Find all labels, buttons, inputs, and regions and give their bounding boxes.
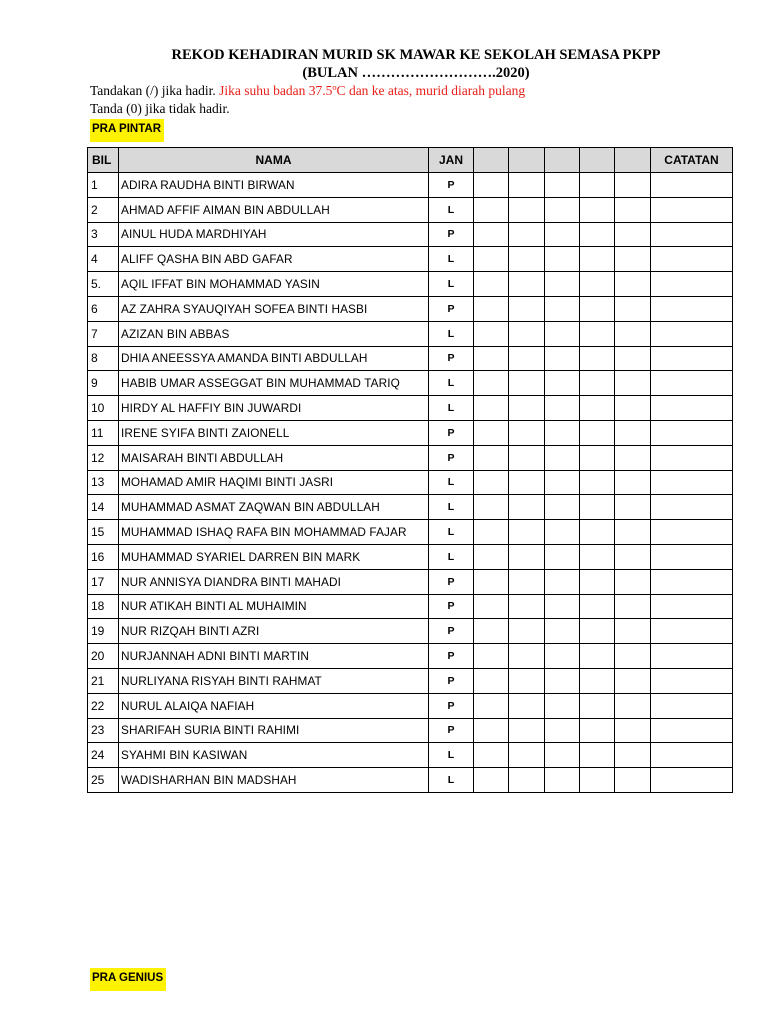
class-label-pra-genius: PRA GENIUS: [90, 968, 166, 991]
cell-catatan: [651, 470, 733, 495]
header-blank: [474, 148, 509, 173]
cell-blank: [615, 445, 651, 470]
cell-jan: P: [429, 569, 474, 594]
cell-blank: [509, 247, 545, 272]
header-catatan: CATATAN: [651, 148, 733, 173]
cell-blank: [580, 222, 615, 247]
cell-catatan: [651, 594, 733, 619]
cell-blank: [580, 470, 615, 495]
cell-blank: [580, 693, 615, 718]
cell-blank: [509, 173, 545, 198]
table-row: [88, 197, 733, 222]
cell-jan: L: [429, 321, 474, 346]
cell-blank: [545, 222, 580, 247]
table-row: [88, 495, 733, 520]
cell-bil: 2: [88, 197, 119, 222]
cell-bil: 13: [88, 470, 119, 495]
cell-nama: AZ ZAHRA SYAUQIYAH SOFEA BINTI HASBI: [119, 296, 429, 321]
cell-blank: [509, 619, 545, 644]
cell-catatan: [651, 247, 733, 272]
table-row: [88, 569, 733, 594]
cell-blank: [474, 668, 509, 693]
cell-blank: [580, 321, 615, 346]
cell-blank: [509, 296, 545, 321]
table-row: [88, 619, 733, 644]
cell-blank: [474, 247, 509, 272]
cell-blank: [615, 173, 651, 198]
cell-blank: [474, 718, 509, 743]
cell-blank: [615, 619, 651, 644]
cell-jan: P: [429, 222, 474, 247]
cell-blank: [545, 594, 580, 619]
cell-jan: P: [429, 693, 474, 718]
cell-blank: [545, 470, 580, 495]
table-row: [88, 396, 733, 421]
cell-blank: [474, 445, 509, 470]
cell-blank: [474, 396, 509, 421]
cell-catatan: [651, 371, 733, 396]
cell-jan: L: [429, 197, 474, 222]
cell-bil: 17: [88, 569, 119, 594]
cell-bil: 11: [88, 420, 119, 445]
document-title: REKOD KEHADIRAN MURID SK MAWAR KE SEKOLAH SEMASA PKPP: [171, 47, 661, 63]
cell-blank: [474, 420, 509, 445]
cell-blank: [580, 544, 615, 569]
table-row: [88, 296, 733, 321]
cell-bil: 16: [88, 544, 119, 569]
cell-blank: [474, 693, 509, 718]
table-header-row: [88, 148, 733, 173]
cell-blank: [474, 346, 509, 371]
cell-blank: [545, 569, 580, 594]
cell-jan: P: [429, 445, 474, 470]
cell-blank: [615, 495, 651, 520]
cell-bil: 19: [88, 619, 119, 644]
cell-blank: [545, 371, 580, 396]
cell-nama: IRENE SYIFA BINTI ZAIONELL: [119, 420, 429, 445]
cell-blank: [509, 272, 545, 297]
cell-jan: L: [429, 743, 474, 768]
cell-catatan: [651, 197, 733, 222]
cell-catatan: [651, 520, 733, 545]
cell-blank: [580, 569, 615, 594]
cell-blank: [615, 520, 651, 545]
cell-blank: [474, 544, 509, 569]
table-row: [88, 272, 733, 297]
cell-jan: P: [429, 644, 474, 669]
cell-blank: [580, 396, 615, 421]
cell-nama: MAISARAH BINTI ABDULLAH: [119, 445, 429, 470]
table-row: [88, 346, 733, 371]
cell-blank: [545, 396, 580, 421]
cell-nama: AZIZAN BIN ABBAS: [119, 321, 429, 346]
cell-nama: MUHAMMAD ISHAQ RAFA BIN MOHAMMAD FAJAR: [119, 520, 429, 545]
cell-blank: [545, 693, 580, 718]
cell-nama: MUHAMMAD ASMAT ZAQWAN BIN ABDULLAH: [119, 495, 429, 520]
cell-bil: 25: [88, 768, 119, 793]
cell-blank: [509, 768, 545, 793]
cell-blank: [580, 619, 615, 644]
cell-blank: [580, 495, 615, 520]
header-bil: BIL: [88, 148, 119, 173]
header-blank: [580, 148, 615, 173]
cell-blank: [545, 346, 580, 371]
cell-blank: [615, 272, 651, 297]
cell-blank: [474, 470, 509, 495]
cell-catatan: [651, 569, 733, 594]
cell-blank: [615, 544, 651, 569]
cell-blank: [545, 296, 580, 321]
cell-blank: [509, 644, 545, 669]
cell-nama: SHARIFAH SURIA BINTI RAHIMI: [119, 718, 429, 743]
table-row: [88, 173, 733, 198]
cell-blank: [509, 222, 545, 247]
cell-blank: [580, 668, 615, 693]
cell-catatan: [651, 420, 733, 445]
cell-nama: NUR RIZQAH BINTI AZRI: [119, 619, 429, 644]
cell-jan: P: [429, 173, 474, 198]
cell-jan: L: [429, 495, 474, 520]
cell-blank: [615, 644, 651, 669]
table-row: [88, 594, 733, 619]
cell-catatan: [651, 768, 733, 793]
cell-catatan: [651, 173, 733, 198]
cell-blank: [615, 668, 651, 693]
table-row: [88, 222, 733, 247]
cell-blank: [580, 420, 615, 445]
cell-blank: [615, 768, 651, 793]
cell-jan: L: [429, 520, 474, 545]
cell-blank: [545, 173, 580, 198]
cell-blank: [615, 321, 651, 346]
cell-bil: 21: [88, 668, 119, 693]
table-row: [88, 445, 733, 470]
temperature-warning: Jika suhu badan 37.5ºC dan ke atas, murid diarah pulang: [219, 83, 526, 98]
cell-blank: [580, 272, 615, 297]
cell-blank: [580, 718, 615, 743]
table-row: [88, 768, 733, 793]
cell-nama: AINUL HUDA MARDHIYAH: [119, 222, 429, 247]
cell-nama: MUHAMMAD SYARIEL DARREN BIN MARK: [119, 544, 429, 569]
cell-blank: [545, 668, 580, 693]
cell-bil: 24: [88, 743, 119, 768]
cell-blank: [545, 619, 580, 644]
cell-catatan: [651, 619, 733, 644]
cell-blank: [545, 321, 580, 346]
cell-blank: [509, 197, 545, 222]
cell-blank: [615, 470, 651, 495]
instruction-present: [90, 83, 525, 99]
table-row: [88, 718, 733, 743]
cell-catatan: [651, 668, 733, 693]
cell-blank: [474, 222, 509, 247]
cell-nama: HIRDY AL HAFFIY BIN JUWARDI: [119, 396, 429, 421]
cell-nama: NURUL ALAIQA NAFIAH: [119, 693, 429, 718]
cell-bil: 14: [88, 495, 119, 520]
cell-blank: [509, 544, 545, 569]
header-blank: [545, 148, 580, 173]
cell-blank: [545, 520, 580, 545]
cell-nama: NUR ATIKAH BINTI AL MUHAIMIN: [119, 594, 429, 619]
cell-bil: 12: [88, 445, 119, 470]
cell-blank: [615, 693, 651, 718]
cell-nama: MOHAMAD AMIR HAQIMI BINTI JASRI: [119, 470, 429, 495]
cell-bil: 23: [88, 718, 119, 743]
cell-bil: 20: [88, 644, 119, 669]
cell-bil: 5.: [88, 272, 119, 297]
cell-jan: P: [429, 420, 474, 445]
cell-blank: [474, 743, 509, 768]
table-row: [88, 743, 733, 768]
cell-catatan: [651, 693, 733, 718]
cell-catatan: [651, 222, 733, 247]
cell-blank: [474, 197, 509, 222]
cell-jan: P: [429, 668, 474, 693]
cell-bil: 18: [88, 594, 119, 619]
cell-blank: [580, 197, 615, 222]
cell-blank: [509, 420, 545, 445]
cell-bil: 22: [88, 693, 119, 718]
cell-blank: [509, 668, 545, 693]
cell-bil: 4: [88, 247, 119, 272]
cell-blank: [509, 743, 545, 768]
cell-blank: [545, 544, 580, 569]
cell-blank: [509, 495, 545, 520]
table-row: [88, 693, 733, 718]
cell-catatan: [651, 346, 733, 371]
cell-blank: [474, 594, 509, 619]
cell-blank: [474, 321, 509, 346]
cell-bil: 7: [88, 321, 119, 346]
cell-blank: [474, 272, 509, 297]
cell-jan: P: [429, 594, 474, 619]
cell-blank: [580, 445, 615, 470]
cell-bil: 8: [88, 346, 119, 371]
cell-blank: [615, 718, 651, 743]
cell-catatan: [651, 644, 733, 669]
cell-catatan: [651, 396, 733, 421]
cell-blank: [474, 296, 509, 321]
cell-nama: ADIRA RAUDHA BINTI BIRWAN: [119, 173, 429, 198]
cell-jan: P: [429, 296, 474, 321]
cell-blank: [474, 520, 509, 545]
cell-blank: [615, 371, 651, 396]
cell-bil: 6: [88, 296, 119, 321]
cell-catatan: [651, 743, 733, 768]
cell-blank: [509, 396, 545, 421]
cell-blank: [580, 594, 615, 619]
cell-blank: [545, 272, 580, 297]
cell-catatan: [651, 544, 733, 569]
cell-blank: [580, 743, 615, 768]
cell-catatan: [651, 445, 733, 470]
cell-blank: [580, 520, 615, 545]
cell-blank: [580, 247, 615, 272]
cell-catatan: [651, 321, 733, 346]
table-row: [88, 520, 733, 545]
table-row: [88, 420, 733, 445]
cell-blank: [545, 718, 580, 743]
cell-blank: [474, 173, 509, 198]
cell-jan: P: [429, 619, 474, 644]
cell-blank: [580, 644, 615, 669]
cell-blank: [474, 644, 509, 669]
cell-blank: [509, 445, 545, 470]
cell-blank: [509, 594, 545, 619]
cell-blank: [509, 569, 545, 594]
cell-nama: NUR ANNISYA DIANDRA BINTI MAHADI: [119, 569, 429, 594]
cell-bil: 10: [88, 396, 119, 421]
cell-blank: [545, 247, 580, 272]
cell-blank: [580, 296, 615, 321]
cell-blank: [615, 743, 651, 768]
cell-nama: DHIA ANEESSYA AMANDA BINTI ABDULLAH: [119, 346, 429, 371]
cell-blank: [545, 445, 580, 470]
cell-jan: L: [429, 768, 474, 793]
cell-nama: WADISHARHAN BIN MADSHAH: [119, 768, 429, 793]
cell-catatan: [651, 718, 733, 743]
cell-jan: P: [429, 718, 474, 743]
cell-blank: [509, 718, 545, 743]
cell-nama: ALIFF QASHA BIN ABD GAFAR: [119, 247, 429, 272]
cell-jan: L: [429, 470, 474, 495]
cell-blank: [615, 197, 651, 222]
cell-blank: [580, 371, 615, 396]
cell-nama: HABIB UMAR ASSEGGAT BIN MUHAMMAD TARIQ: [119, 371, 429, 396]
cell-blank: [545, 420, 580, 445]
cell-blank: [580, 768, 615, 793]
table-row: [88, 644, 733, 669]
cell-blank: [509, 346, 545, 371]
cell-jan: L: [429, 272, 474, 297]
class-label-pra-pintar: PRA PINTAR: [90, 119, 164, 142]
cell-blank: [509, 693, 545, 718]
header-jan: JAN: [429, 148, 474, 173]
cell-blank: [615, 222, 651, 247]
cell-nama: NURLIYANA RISYAH BINTI RAHMAT: [119, 668, 429, 693]
cell-bil: 3: [88, 222, 119, 247]
cell-catatan: [651, 495, 733, 520]
cell-jan: L: [429, 396, 474, 421]
cell-jan: L: [429, 247, 474, 272]
table-row: [88, 371, 733, 396]
cell-catatan: [651, 296, 733, 321]
cell-blank: [615, 296, 651, 321]
cell-nama: AHMAD AFFIF AIMAN BIN ABDULLAH: [119, 197, 429, 222]
cell-bil: 15: [88, 520, 119, 545]
instruction-present-text: Tandakan (/) jika hadir.: [90, 83, 220, 98]
cell-blank: [545, 644, 580, 669]
cell-jan: L: [429, 544, 474, 569]
cell-blank: [580, 346, 615, 371]
cell-bil: 1: [88, 173, 119, 198]
cell-nama: NURJANNAH ADNI BINTI MARTIN: [119, 644, 429, 669]
table-row: [88, 668, 733, 693]
cell-jan: L: [429, 371, 474, 396]
cell-bil: 9: [88, 371, 119, 396]
cell-blank: [509, 470, 545, 495]
table-row: [88, 470, 733, 495]
cell-blank: [474, 768, 509, 793]
cell-blank: [474, 371, 509, 396]
table-row: [88, 247, 733, 272]
cell-blank: [474, 495, 509, 520]
cell-blank: [545, 768, 580, 793]
instruction-absent: Tanda (0) jika tidak hadir.: [90, 101, 230, 116]
cell-blank: [474, 569, 509, 594]
document-subtitle-month: (BULAN ……………………….2020): [302, 65, 530, 81]
cell-blank: [545, 197, 580, 222]
cell-blank: [545, 495, 580, 520]
cell-blank: [509, 321, 545, 346]
header-blank: [615, 148, 651, 173]
cell-blank: [615, 396, 651, 421]
attendance-table: [87, 147, 733, 793]
cell-blank: [474, 619, 509, 644]
cell-blank: [545, 743, 580, 768]
header-blank: [509, 148, 545, 173]
cell-catatan: [651, 272, 733, 297]
table-row: [88, 321, 733, 346]
header-nama: NAMA: [119, 148, 429, 173]
cell-blank: [615, 247, 651, 272]
cell-blank: [580, 173, 615, 198]
cell-blank: [615, 346, 651, 371]
cell-nama: SYAHMI BIN KASIWAN: [119, 743, 429, 768]
cell-blank: [509, 371, 545, 396]
cell-blank: [615, 420, 651, 445]
table-row: [88, 544, 733, 569]
cell-blank: [615, 569, 651, 594]
cell-blank: [509, 520, 545, 545]
cell-jan: P: [429, 346, 474, 371]
cell-nama: AQIL IFFAT BIN MOHAMMAD YASIN: [119, 272, 429, 297]
cell-blank: [615, 594, 651, 619]
